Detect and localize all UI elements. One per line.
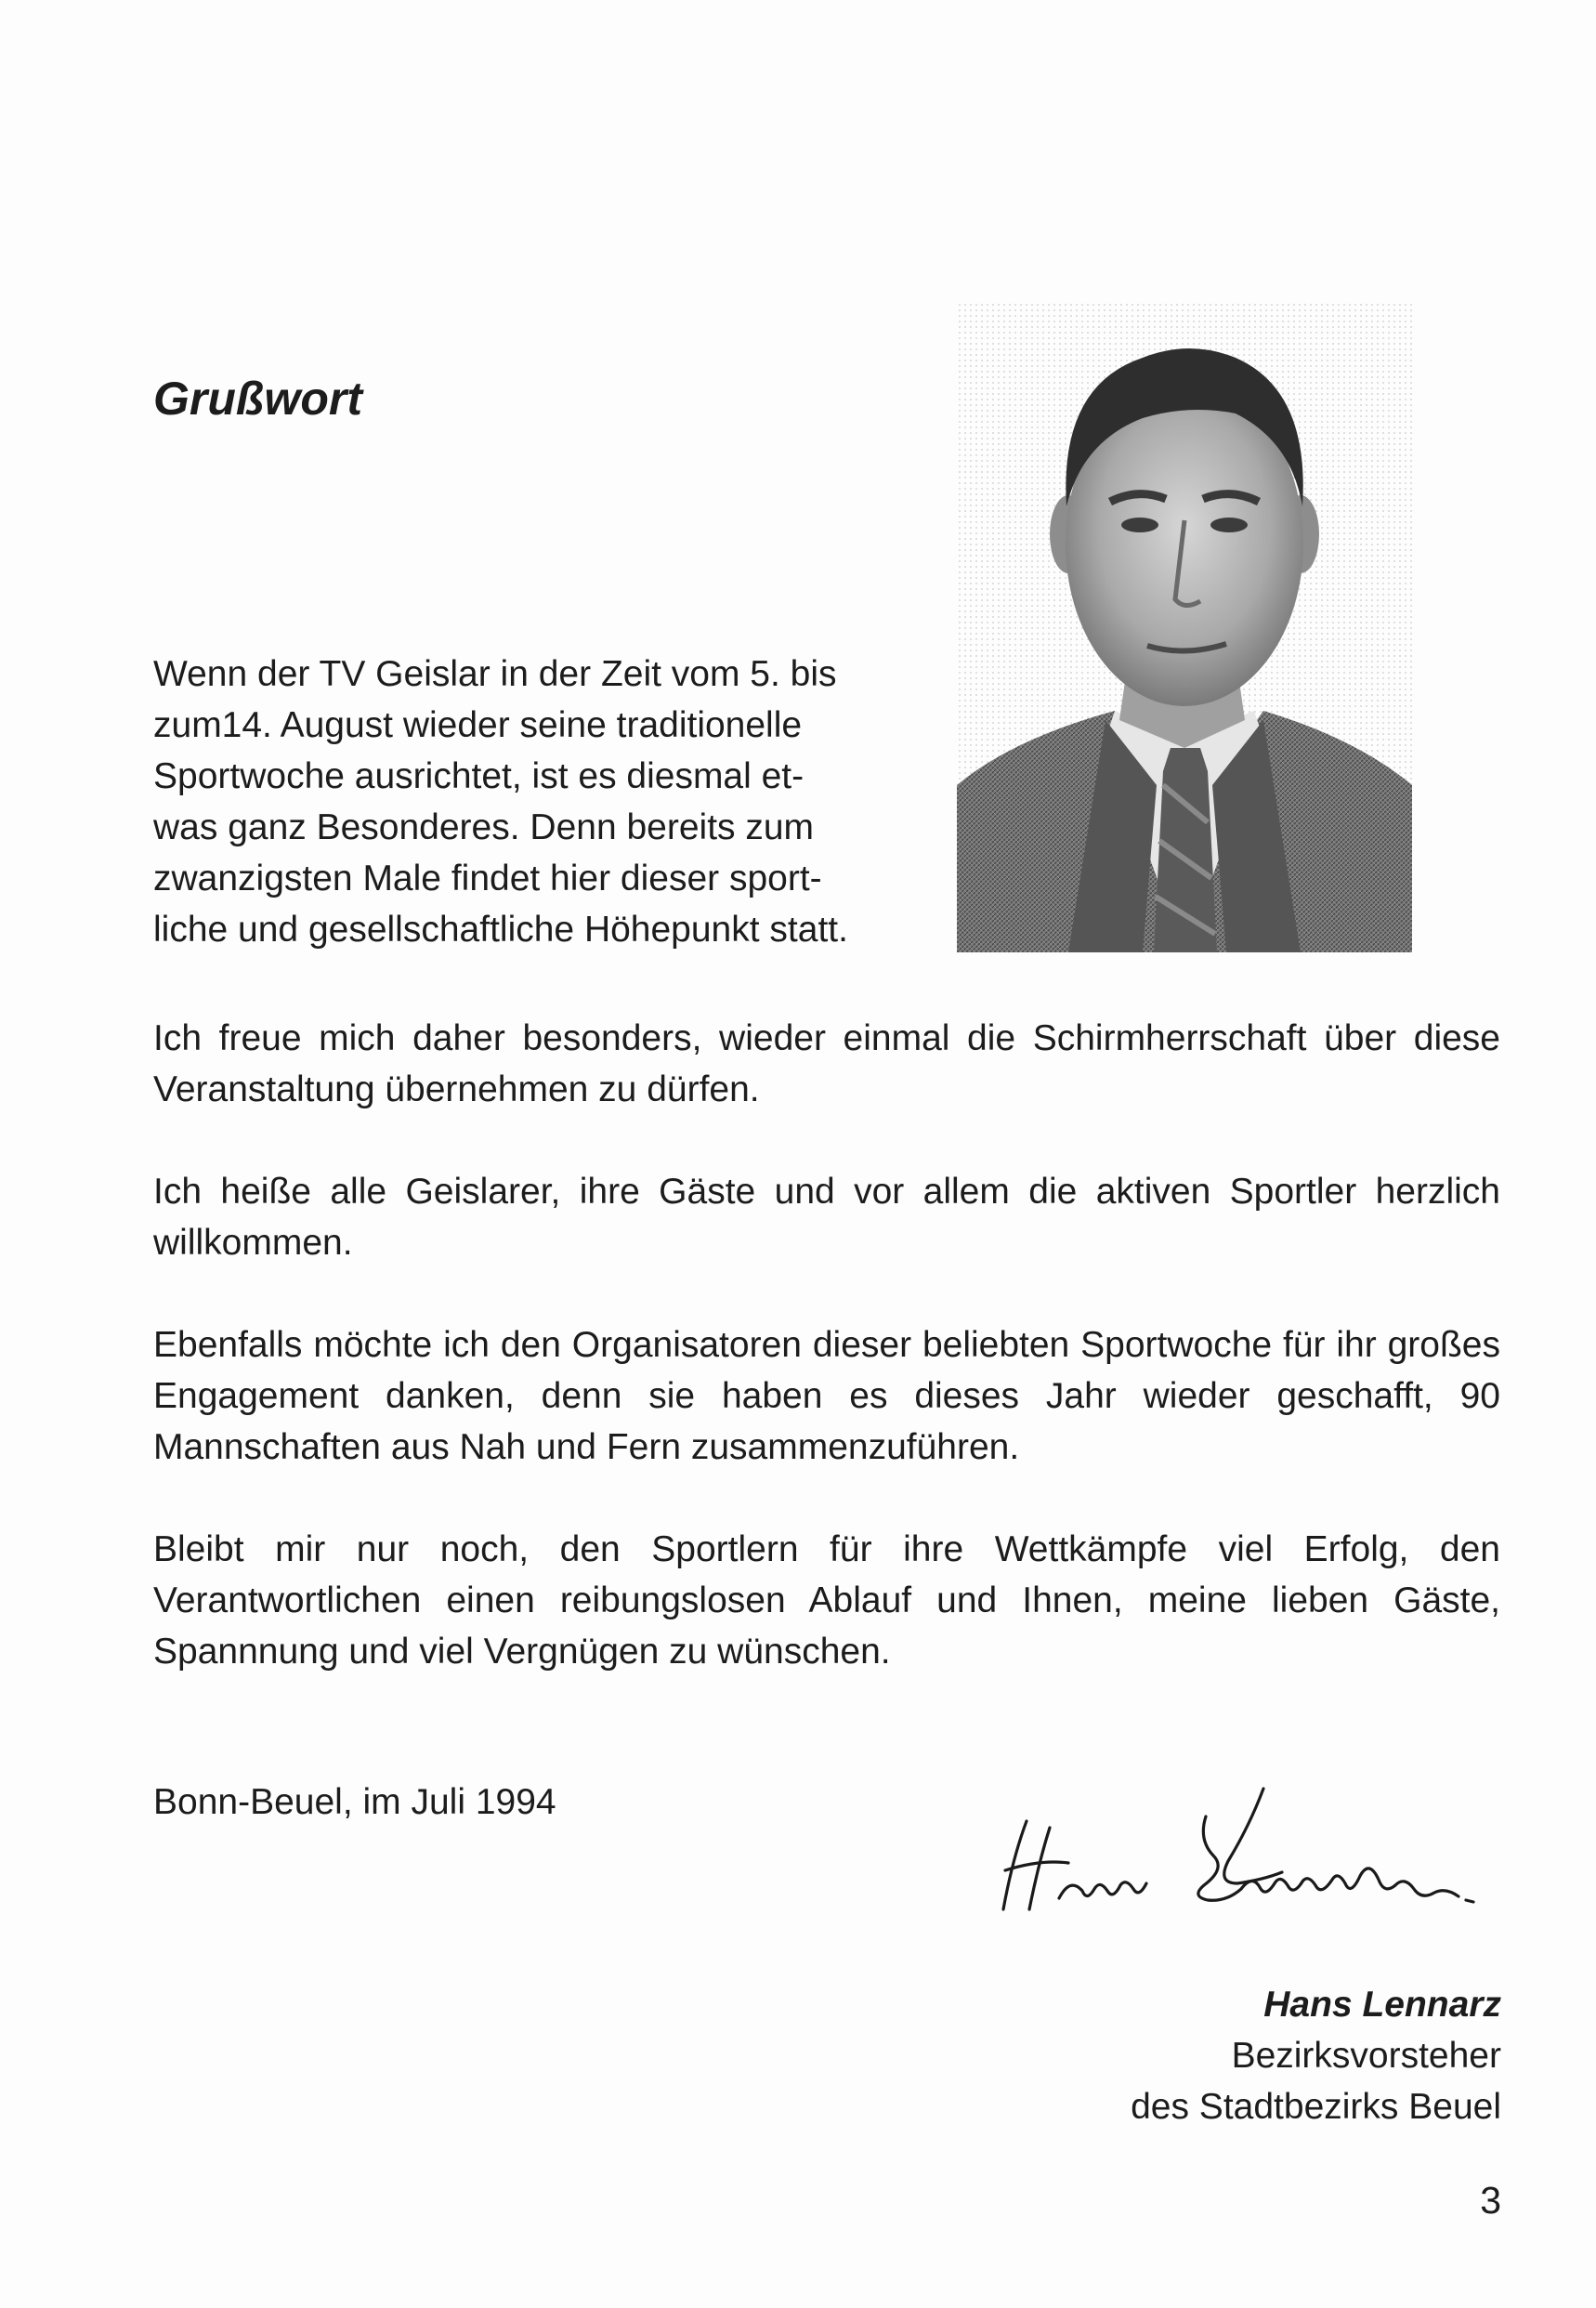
intro-line: was ganz Besonderes. Denn bereits zum [153, 807, 815, 847]
signatory-block [1131, 1979, 1501, 2132]
portrait-photo [957, 302, 1412, 952]
signatory-name: Hans Lennarz [1263, 1985, 1501, 2025]
intro-line: zum14. August wieder seine traditionelle [153, 705, 803, 745]
intro-line: Sportwoche ausrichtet, ist es diesmal et- [153, 756, 805, 796]
intro-line: zwanzigsten Male findet hier dieser sport- [153, 859, 822, 898]
page-number: 3 [1480, 2179, 1501, 2222]
handwritten-signature [985, 1770, 1505, 1923]
signatory-role: Bezirksvorsteher [1231, 2036, 1501, 2076]
signatory-district: des Stadtbezirks Beuel [1131, 2087, 1501, 2127]
paragraph: Ebenfalls möchte ich den Organisatoren dieser beliebten Sportwoche für ihr großes Engagement danken, denn sie haben es dieses Jahr wieder geschafft, 90 Mannschaften aus Nah und Fern zusammenzuführen. [153, 1325, 1500, 1467]
intro-line: Wenn der TV Geislar in der Zeit vom 5. bis [153, 654, 837, 694]
paragraph: Bleibt mir nur noch, den Sportlern für ihre Wettkämpfe viel Erfolg, den Verantwortlichen einen reibungslosen Ablauf und Ihnen, meine lieben Gäste, Spannnung und viel Vergnügen zu wünschen. [153, 1529, 1500, 1672]
intro-line: liche und gesellschaftliche Höhepunkt statt. [153, 910, 848, 950]
place-date: Bonn-Beuel, im Juli 1994 [153, 1782, 556, 1822]
intro-paragraph [153, 649, 924, 955]
page-title: Grußwort [153, 373, 362, 425]
paragraph: Ich freue mich daher besonders, wieder einmal die Schirmherrschaft über diese Veranstaltung übernehmen zu dürfen. [153, 1018, 1500, 1109]
paragraph: Ich heiße alle Geislarer, ihre Gäste und vor allem die aktiven Sportler herzlich willkommen. [153, 1172, 1500, 1263]
